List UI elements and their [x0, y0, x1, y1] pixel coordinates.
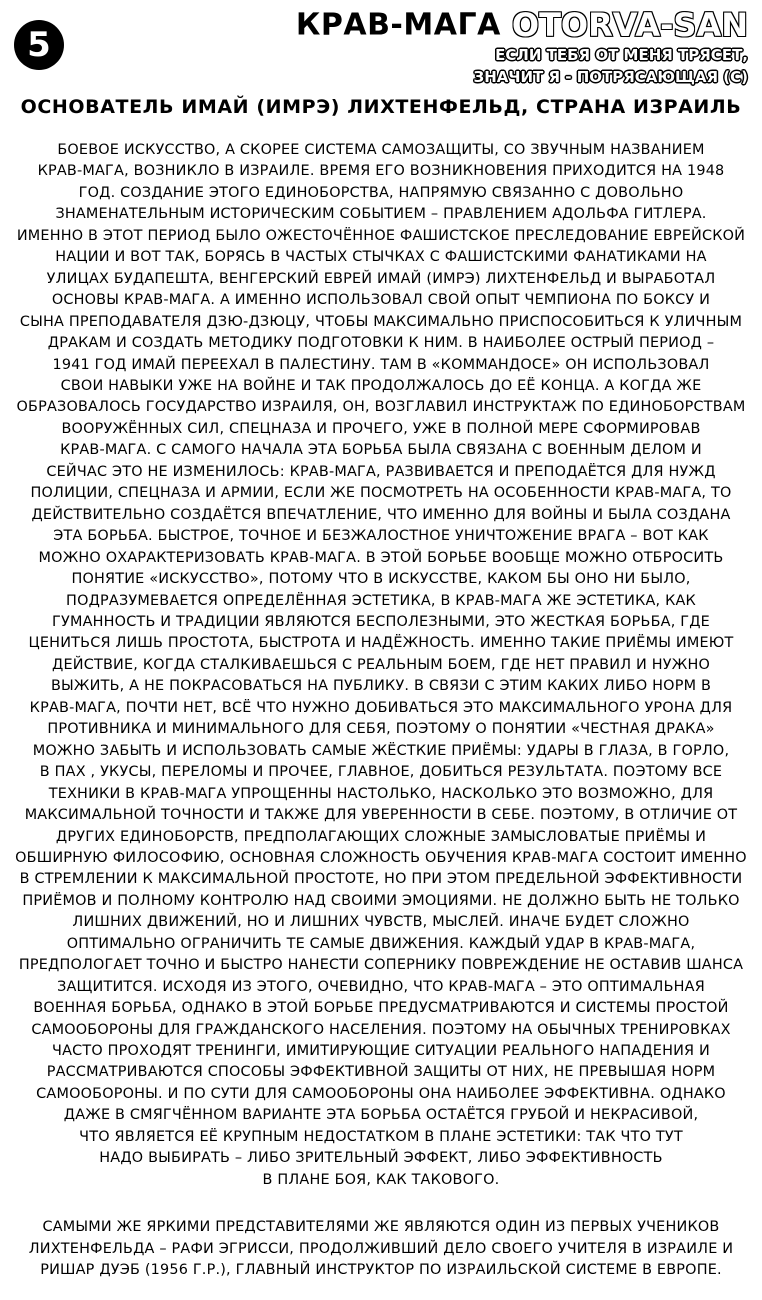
- page-number: 5: [27, 25, 51, 65]
- header-title: [296, 6, 748, 44]
- tagline-line-2: ЗНАЧИТ Я - ПОТРЯСАЮЩАЯ (С): [473, 68, 748, 86]
- article-footer: САМЫМИ ЖЕ ЯРКИМИ ПРЕДСТАВИТЕЛЯМИ ЖЕ ЯВЛЯЮТСЯ ОДИН ИЗ ПЕРВЫХ УЧЕНИКОВ ЛИХТЕНФЕЛЬДА – РАФИ ЭГРИССИ, ПРОДОЛЖИВШИЙ ДЕЛО СВОЕГО УЧИТЕЛЯ В ИЗРАИЛЕ И РИШАР ДУЭБ (1956 Г.Р.), ГЛАВНЫЙ ИНСТРУКТОР ПО ИЗРАИЛЬСКОЙ СИСТЕМЕ В ЕВРОПЕ.: [28, 1219, 734, 1278]
- page-number-badge: [14, 20, 64, 70]
- tagline-line-1: ЕСЛИ ТЕБЯ ОТ МЕНЯ ТРЯСЕТ,: [495, 46, 748, 64]
- article-body: БОЕВОЕ ИСКУССТВО, А СКОРЕЕ СИСТЕМА САМОЗАЩИТЫ, СО ЗВУЧНЫМ НАЗВАНИЕМ КРАВ-МАГА, ВОЗНИКЛО В ИЗРАИЛЕ. ВРЕМЯ ЕГО ВОЗНИКНОВЕНИЯ ПРИХОДИТСЯ НА 1948 ГОД. СОЗДАНИЕ ЭТОГО ЕДИНОБОРСТВА, НАПРЯМУЮ СВЯЗАННО С ДОВОЛЬНО ЗНАМЕНАТЕЛЬНЫМ ИСТОРИЧЕСКИМ СОБЫТИЕМ – ПРАВЛЕНИЕМ АДОЛЬФА ГИТЛЕРА. ИМЕННО В ЭТОТ ПЕРИОД БЫЛО ОЖЕСТОЧЁННОЕ ФАШИСТСКОЕ ПРЕСЛЕДОВАНИЕ ЕВРЕЙСКОЙ НАЦИИ И ВОТ ТАК, БОРЯСЬ В ЧАСТЫХ СТЫЧКАХ С ФАШИСТСКИМИ ФАНАТИКАМИ НА УЛИЦАХ БУДАПЕШТА, ВЕНГЕРСКИЙ ЕВРЕЙ ИМАЙ (ИМРЭ) ЛИХТЕНФЕЛЬД И ВЫРАБОТАЛ ОСНОВЫ КРАВ-МАГА. А ИМЕННО ИСПОЛЬЗОВАЛ СВОЙ ОПЫТ ЧЕМПИОНА ПО БОКСУ И СЫНА ПРЕПОДАВАТЕЛЯ ДЗЮ-ДЗЮЦУ, ЧТОБЫ МАКСИМАЛЬНО ПРИСПОСОБИТЬСЯ К УЛИЧНЫМ ДРАКАМ И СОЗДАТЬ МЕТОДИКУ ПОДГОТОВКИ К НИМ. В НАИБОЛЕЕ ОСТРЫЙ ПЕРИОД – 1941 ГОД ИМАЙ ПЕРЕЕХАЛ В ПАЛЕСТИНУ. ТАМ В «КОММАНДОСЕ» ОН ИСПОЛЬЗОВАЛ СВОИ НАВЫКИ УЖЕ НА ВОЙНЕ И ТАК ПРОДОЛЖАЛОСЬ ДО ЕЁ КОНЦА. А КОГДА ЖЕ ОБРАЗОВАЛОСЬ ГОСУДАРСТВО ИЗРАИЛЯ, ОН, ВОЗГЛАВИЛ ИНСТРУКТАЖ ПО ЕДИНОБОРСТВАМ ВООРУЖЁННЫХ СИЛ, СПЕЦНАЗА И ПРОЧЕГО, УЖЕ В ПОЛНОЙ МЕРЕ СФОРМИРОВАВ КРАВ-МАГА. С САМОГО НАЧАЛА ЭТА БОРЬБА БЫЛА СВЯЗАНА С ВОЕННЫМ ДЕЛОМ И СЕЙЧАС ЭТО НЕ ИЗМЕНИЛОСЬ: КРАВ-МАГА, РАЗВИВАЕТСЯ И ПРЕПОДАЁТСЯ ДЛЯ НУЖД ПОЛИЦИИ, СПЕЦНАЗА И АРМИИ, ЕСЛИ ЖЕ ПОСМОТРЕТЬ НА ОСОБЕННОСТИ КРАВ-МАГА, ТО ДЕЙСТВИТЕЛЬНО СОЗДАЁТСЯ ВПЕЧАТЛЕНИЕ, ЧТО ИМЕННО ДЛЯ ВОЙНЫ И БЫЛА СОЗДАНА ЭТА БОРЬБА. БЫСТРОЕ, ТОЧНОЕ И БЕЗЖАЛОСТНОЕ УНИЧТОЖЕНИЕ ВРАГА – ВОТ КАК МОЖНО ОХАРАКТЕРИЗОВАТЬ КРАВ-МАГА. В ЭТОЙ БОРЬБЕ ВООБЩЕ МОЖНО ОТБРОСИТЬ ПОНЯТИЕ «ИСКУССТВО», ПОТОМУ ЧТО В ИСКУССТВЕ, КАКОМ БЫ ОНО НИ БЫЛО, ПОДРАЗУМЕВАЕТСЯ ОПРЕДЕЛЁННАЯ ЭСТЕТИКА, В КРАВ-МАГА ЖЕ ЭСТЕТИКА, КАК ГУМАННОСТЬ И ТРАДИЦИИ ЯВЛЯЮТСЯ БЕСПОЛЕЗНЫМИ, ЭТО ЖЕСТКАЯ БОРЬБА, ГДЕ ЦЕНИТЬСЯ ЛИШЬ ПРОСТОТА, БЫСТРОТА И НАДЁЖНОСТЬ. ИМЕННО ТАКИЕ ПРИЁМЫ ИМЕЮТ ДЕЙСТВИЕ, КОГДА СТАЛКИВАЕШЬСЯ С РЕАЛЬНЫМ БОЕМ, ГДЕ НЕТ ПРАВИЛ И НУЖНО ВЫЖИТЬ, А НЕ ПОКРАСОВАТЬСЯ НА ПУБЛИКУ. В СВЯЗИ С ЭТИМ КАКИХ ЛИБО НОРМ В КРАВ-МАГА, ПОЧТИ НЕТ, ВСЁ ЧТО НУЖНО ДОБИВАТЬСЯ ЭТО МАКСИМАЛЬНОГО УРОНА ДЛЯ ПРОТИВНИКА И МИНИМАЛЬНОГО ДЛЯ СЕБЯ, ПОЭТОМУ О ПОНЯТИИ «ЧЕСТНАЯ ДРАКА» МОЖНО ЗАБЫТЬ И ИСПОЛЬЗОВАТЬ САМЫЕ ЖЁСТКИЕ ПРИЁМЫ: УДАРЫ В ГЛАЗА, В ГОРЛО, В ПАХ , УКУСЫ, ПЕРЕЛОМЫ И ПРОЧЕЕ, ГЛАВНОЕ, ДОБИТЬСЯ РЕЗУЛЬТАТА. ПОЭТОМУ ВСЕ ТЕХНИКИ В КРАВ-МАГА УПРОЩЕННЫ НАСТОЛЬКО, НАСКОЛЬКО ЭТО ВОЗМОЖНО, ДЛЯ МАКСИМАЛЬНОЙ ТОЧНОСТИ И ТАКЖЕ ДЛЯ УВЕРЕННОСТИ В СЕБЕ. ПОЭТОМУ, В ОТЛИЧИЕ ОТ ДРУГИХ ЕДИНОБОРСТВ, ПРЕДПОЛАГАЮЩИХ СЛОЖНЫЕ ЗАМЫСЛОВАТЫЕ ПРИЁМЫ И ОБШИРНУЮ ФИЛОСОФИЮ, ОСНОВНАЯ СЛОЖНОСТЬ ОБУЧЕНИЯ КРАВ-МАГА СОСТОИТ ИМЕННО В СТРЕМЛЕНИИ К МАКСИМАЛЬНОЙ ПРОСТОТЕ, НО ПРИ ЭТОМ ПРЕДЕЛЬНОЙ ЭФФЕКТИВНОСТИ ПРИЁМОВ И ПОЛНОМУ КОНТРОЛЮ НАД СВОИМИ ЭМОЦИЯМИ. НЕ ДОЛЖНО БЫТЬ НЕ ТОЛЬКО ЛИШНИХ ДВИЖЕНИЙ, НО И ЛИШНИХ ЧУВСТВ, МЫСЛЕЙ. ИНАЧЕ БУДЕТ СЛОЖНО ОПТИМАЛЬНО ОГРАНИЧИТЬ ТЕ САМЫЕ ДВИЖЕНИЯ. КАЖДЫЙ УДАР В КРАВ-МАГА, ПРЕДПОЛОГАЕТ ТОЧНО И БЫСТРО НАНЕСТИ СОПЕРНИКУ ПОВРЕЖДЕНИЕ НЕ ОСТАВИВ ШАНСА ЗАЩИТИТСЯ. ИСХОДЯ ИЗ ЭТОГО, ОЧЕВИДНО, ЧТО КРАВ-МАГА – ЭТО ОПТИМАЛЬНАЯ ВОЕННАЯ БОРЬБА, ОДНАКО В ЭТОЙ БОРЬБЕ ПРЕДУСМАТРИВАЮТСЯ И СИСТЕМЫ ПРОСТОЙ САМООБОРОНЫ ДЛЯ ГРАЖДАНСКОГО НАСЕЛЕНИЯ. ПОЭТОМУ НА ОБЫЧНЫХ ТРЕНИРОВКАХ ЧАСТО ПРОХОДЯТ ТРЕНИНГИ, ИМИТИРУЮЩИЕ СИТУАЦИИ РЕАЛЬНОГО НАПАДЕНИЯ И РАССМАТРИВАЮТСЯ СПОСОБЫ ЭФФЕКТИВНОЙ ЗАЩИТЫ ОТ НИХ, НЕ ПРЕВЫШАЯ НОРМ САМООБОРОНЫ. И ПО СУТИ ДЛЯ САМООБОРОНЫ ОНА НАИБОЛЕЕ ЭФФЕКТИВНА. ОДНАКО ДАЖЕ В СМЯГЧЁННОМ ВАРИАНТЕ ЭТА БОРЬБА ОСТАЁТСЯ ГРУБОЙ И НЕКРАСИВОЙ, ЧТО ЯВЛЯЕТСЯ ЕЁ КРУПНЫМ НЕДОСТАТКОМ В ПЛАНЕ ЭСТЕТИКИ: ТАК ЧТО ТУТ НАДО ВЫБИРАТЬ – ЛИБО ЗРИТЕЛЬНЫЙ ЭФФЕКТ, ЛИБО ЭФФЕКТИВНОСТЬ В ПЛАНЕ БОЯ, КАК ТАКОВОГО.: [15, 142, 747, 1188]
- subtitle: ОСНОВАТЕЛЬ ИМАЙ (ИМРЭ) ЛИХТЕНФЕЛЬД, СТРАНА ИЗРАИЛЬ: [20, 96, 742, 118]
- title-author: OTORVA-SAN: [511, 6, 748, 44]
- title-main: КРАВ-МАГА: [295, 7, 501, 43]
